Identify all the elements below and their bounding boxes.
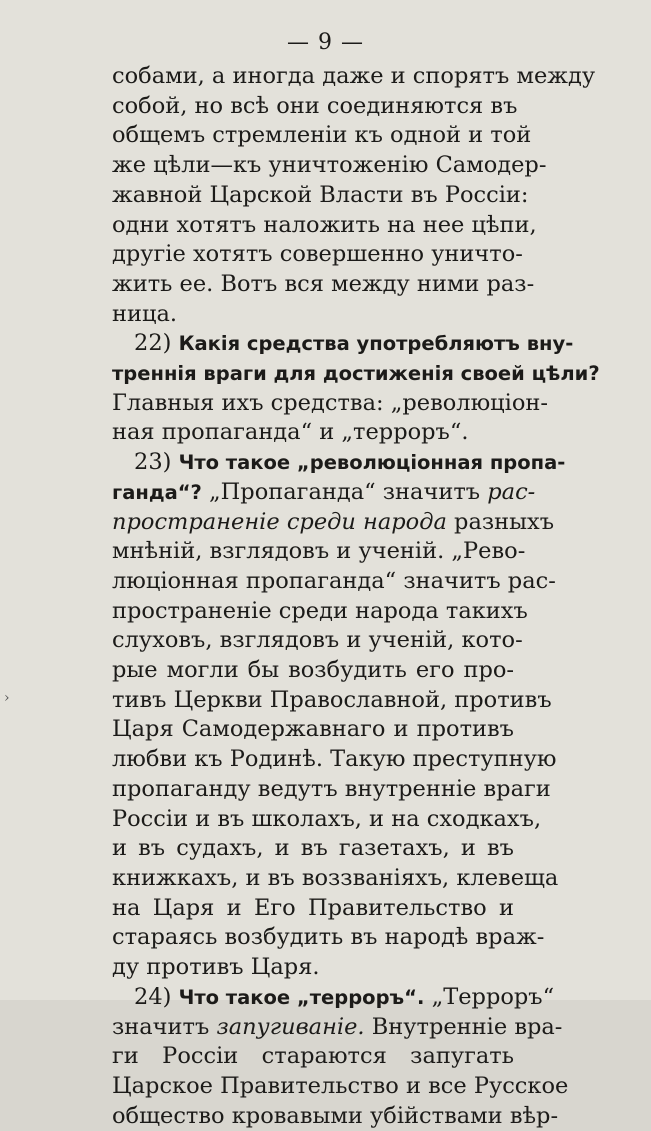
text-segment: стараясь возбудить въ народѣ враж-	[112, 924, 545, 951]
text-line	[112, 270, 535, 300]
text-line	[112, 597, 528, 627]
text-line	[112, 508, 555, 538]
text-line	[112, 448, 566, 478]
text-segment: жавной Царской Власти въ Россіи:	[112, 181, 529, 208]
text-line	[112, 62, 596, 92]
text-line	[112, 240, 523, 270]
text-segment: „Терроръ“	[424, 983, 555, 1010]
text-line	[112, 359, 600, 389]
text-segment: любви къ Родинѣ. Такую преступную	[112, 746, 557, 773]
italic-text: пространеніе среди народа	[112, 508, 447, 535]
text-line	[112, 300, 514, 330]
text-segment: 23)	[134, 449, 179, 476]
text-segment: другіе хотятъ совершенно уничто-	[112, 241, 523, 268]
text-segment: Россіи и въ школахъ, и на сходкахъ,	[112, 805, 542, 832]
question-text: Что такое „революціонная пропа-	[178, 451, 566, 475]
text-segment: 22)	[134, 330, 179, 357]
text-line	[112, 686, 552, 716]
text-segment: значитъ	[112, 1013, 217, 1040]
text-line	[112, 151, 547, 181]
text-line	[112, 181, 529, 211]
text-segment: Главныя ихъ средства: „революціон-	[112, 389, 548, 416]
text-segment: общемъ стремленіи къ одной и той	[112, 122, 532, 149]
margin-mark: ›	[4, 690, 10, 706]
text-line	[112, 92, 518, 122]
text-line	[112, 1072, 569, 1102]
text-line	[112, 418, 514, 448]
text-segment: же цѣли—къ уничтоженію Самодер-	[112, 152, 547, 179]
text-line	[112, 805, 542, 835]
text-line	[112, 745, 557, 775]
page-number: — 9 —	[287, 30, 364, 55]
text-segment: Царя Самодержавнаго и противъ	[112, 716, 514, 743]
text-line	[112, 1013, 563, 1043]
text-segment: ги Россіи стараются запугать	[112, 1043, 514, 1070]
text-segment: ница.	[112, 300, 178, 327]
text-segment: тивъ Церкви Православной, противъ	[112, 686, 552, 713]
text-segment: пространеніе среди народа такихъ	[112, 597, 528, 624]
text-segment: на Царя и Его Правительство и	[112, 894, 514, 921]
text-line	[112, 567, 556, 597]
text-line	[112, 626, 523, 656]
text-line	[112, 1042, 514, 1072]
body-text	[112, 62, 600, 1131]
question-text: ганда“?	[112, 480, 202, 504]
text-segment: Внутренніе вра-	[364, 1013, 563, 1040]
text-line	[112, 923, 545, 953]
italic-text: рас-	[487, 478, 536, 505]
text-line	[112, 894, 514, 924]
text-line	[112, 775, 551, 805]
text-segment: мнѣній, взглядовъ и ученій. „Рево-	[112, 538, 526, 565]
text-segment: жить ее. Вотъ вся между ними раз-	[112, 270, 535, 297]
text-segment: и въ судахъ, и въ газетахъ, и въ	[112, 835, 514, 862]
question-text: Какія средства употребляютъ вну-	[178, 332, 574, 356]
italic-text: запугиваніе.	[216, 1013, 365, 1040]
question-text: Что такое „терроръ“.	[178, 985, 425, 1009]
text-segment: собами, а иногда даже и спорятъ между	[112, 63, 596, 89]
text-segment: разныхъ	[446, 508, 555, 535]
text-segment: „Пропаганда“ значитъ	[201, 478, 488, 505]
text-segment: одни хотятъ наложить на нее цѣпи,	[112, 211, 537, 238]
text-line	[112, 953, 514, 983]
text-segment: ная пропаганда“ и „терроръ“.	[112, 419, 469, 446]
text-segment: собой, но всѣ они соединяются въ	[112, 92, 518, 119]
text-line	[112, 1102, 559, 1131]
text-segment: люціонная пропаганда“ значитъ рас-	[112, 567, 556, 594]
text-segment: 24)	[134, 983, 179, 1010]
text-segment: рые могли бы возбудить его про-	[112, 657, 514, 684]
text-line	[112, 211, 537, 241]
text-line	[112, 656, 514, 686]
text-segment: книжкахъ, и въ воззваніяхъ, клевеща	[112, 864, 559, 891]
text-line	[112, 537, 526, 567]
text-line	[112, 329, 574, 359]
text-segment: пропаганду ведутъ внутренніе враги	[112, 775, 551, 802]
text-line	[112, 834, 514, 864]
text-line	[112, 715, 514, 745]
text-segment: ду противъ Царя.	[112, 954, 320, 981]
text-line	[112, 864, 559, 894]
text-line	[112, 478, 536, 508]
text-segment: общество кровавыми убійствами вѣр-	[112, 1102, 559, 1129]
text-line	[112, 983, 555, 1013]
question-text: треннія враги для достиженія своей цѣли?	[112, 362, 600, 386]
text-line	[112, 121, 532, 151]
text-line	[112, 389, 548, 419]
text-segment: Царское Правительство и все Русское	[112, 1072, 569, 1099]
text-segment: слуховъ, взглядовъ и ученій, кото-	[112, 627, 523, 654]
